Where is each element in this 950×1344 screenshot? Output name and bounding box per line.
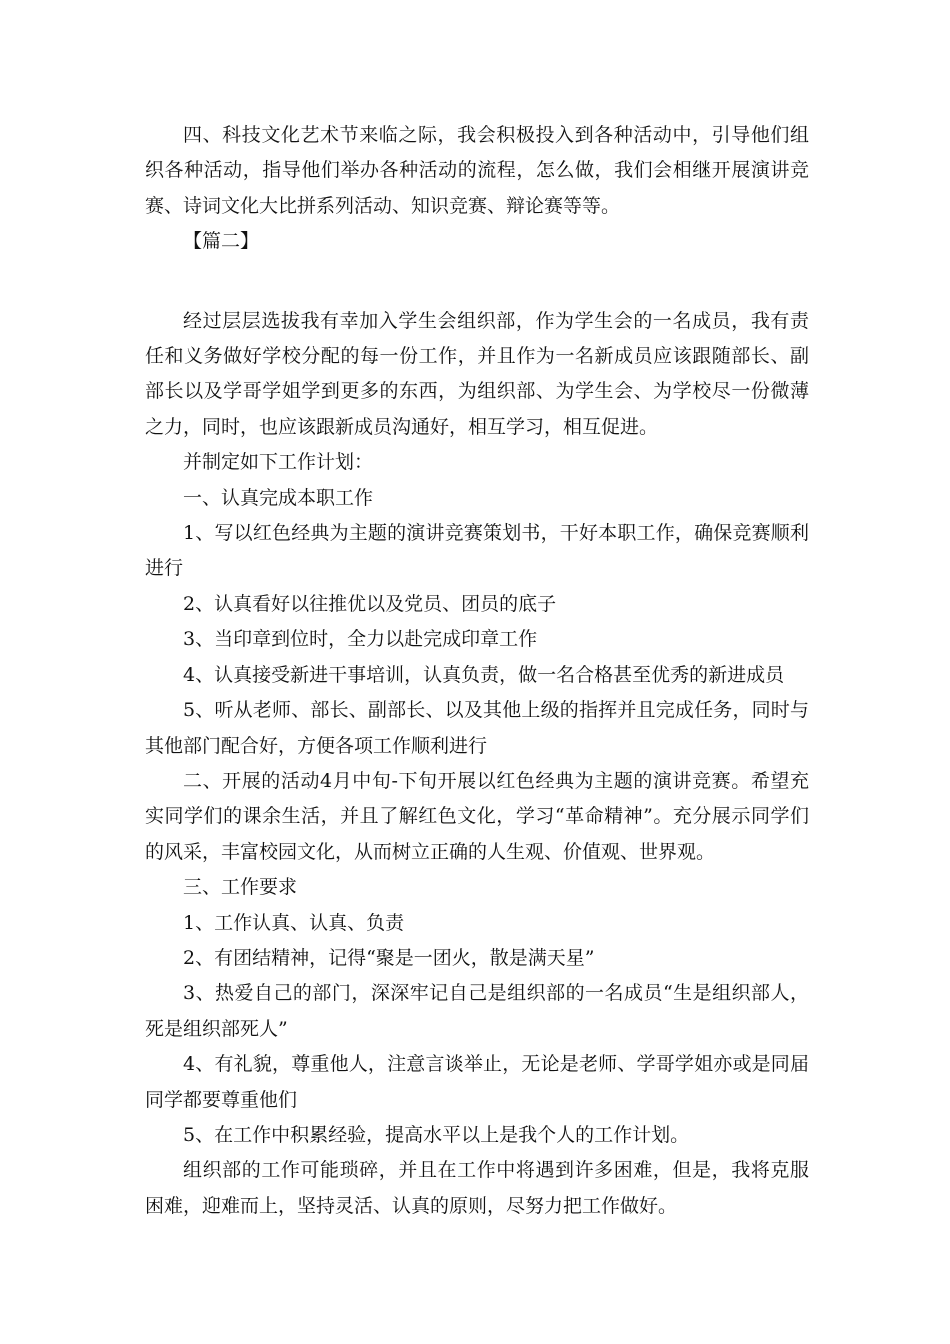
paragraph-section-one: 一、认真完成本职工作 xyxy=(183,486,374,509)
list-item: 4、有礼貌，尊重他人，注意言谈举止，无论是老师、学哥学姐亦或是同届同学都要尊重他们 xyxy=(145,1053,809,1111)
list-item: 1、写以红色经典为主题的演讲竞赛策划书，干好本职工作，确保竞赛顺利进行 xyxy=(145,522,809,580)
document-body xyxy=(145,118,809,1224)
section-heading-part-two: 【篇二】 xyxy=(183,230,260,253)
list-item: 5、在工作中积累经验，提高水平以上是我个人的工作计划。 xyxy=(183,1123,690,1146)
list-item: 5、听从老师、部长、副部长、以及其他上级的指挥并且完成任务，同时与其他部门配合好，方便各项工作顺利进行 xyxy=(145,699,809,757)
list-item: 3、热爱自己的部门，深深牢记自己是组织部的一名成员“生是组织部人，死是组织部死人” xyxy=(145,982,809,1040)
list-item: 3、当印章到位时，全力以赴完成印章工作 xyxy=(183,628,538,651)
list-item: 1、工作认真、认真、负责 xyxy=(183,911,405,934)
paragraph-arts-festival: 四、科技文化艺术节来临之际，我会积极投入到各种活动中，引导他们组织各种活动，指导他们举办各种活动的流程，怎么做，我们会相继开展演讲竞赛、诗词文化大比拼系列活动、知识竞赛、辩论赛等等。 xyxy=(145,124,809,217)
paragraph-section-three: 三、工作要求 xyxy=(183,876,298,899)
section-spacer xyxy=(145,260,809,304)
paragraph-section-two: 二、开展的活动4月中旬-下旬开展以红色经典为主题的演讲竞赛。希望充实同学们的课余生活，并且了解红色文化，学习“革命精神”。充分展示同学们的风采，丰富校园文化，从而树立正确的人生观、价值观、世界观。 xyxy=(145,769,809,863)
paragraph-plan-lead: 并制定如下工作计划： xyxy=(183,451,374,474)
paragraph-conclusion: 组织部的工作可能琐碎，并且在工作中将遇到许多困难，但是，我将克服困难，迎难而上，坚持灵活、认真的原则，尽努力把工作做好。 xyxy=(145,1159,809,1217)
list-item: 2、有团结精神，记得“聚是一团火，散是满天星” xyxy=(183,946,595,969)
paragraph-intro: 经过层层选拔我有幸加入学生会组织部，作为学生会的一名成员，我有责任和义务做好学校分配的每一份工作，并且作为一名新成员应该跟随部长、副部长以及学哥学姐学到更多的东西，为组织部、为学生会、为学校尽一份微薄之力，同时，也应该跟新成员沟通好，相互学习，相互促进。 xyxy=(145,309,809,438)
list-item: 4、认真接受新进干事培训，认真负责，做一名合格甚至优秀的新进成员 xyxy=(183,663,785,686)
list-item: 2、认真看好以往推优以及党员、团员的底子 xyxy=(183,592,557,615)
